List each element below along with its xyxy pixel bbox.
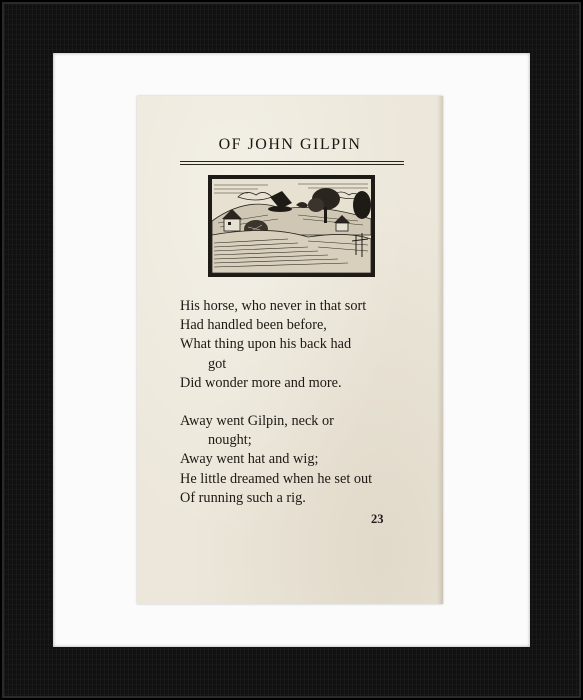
page-edge-shadow (437, 96, 443, 604)
poem-text (180, 297, 420, 508)
poem-line: Away went Gilpin, neck or (180, 413, 334, 430)
poem-line: What thing upon his back had (180, 336, 352, 353)
poem-line: Had handled been before, (180, 317, 327, 334)
head-rule-top (180, 161, 404, 162)
woodcut-illustration (208, 175, 375, 277)
poem-line: He little dreamed when he set out (180, 470, 373, 487)
page-number: 23 (371, 512, 384, 526)
poem-line: Of running such a rig. (180, 489, 306, 506)
stanza-gap (180, 393, 420, 412)
poem-line: Away went hat and wig; (180, 451, 319, 468)
running-head: OF JOHN GILPIN (218, 136, 362, 153)
poem-line-continuation: got (208, 355, 227, 372)
poem-line: Did wonder more and more. (180, 374, 342, 391)
poem-line: His horse, who never in that sort (180, 298, 367, 314)
head-rule-bottom (180, 164, 404, 165)
book-page (137, 96, 443, 604)
poem-line-continuation: nought; (208, 432, 252, 449)
